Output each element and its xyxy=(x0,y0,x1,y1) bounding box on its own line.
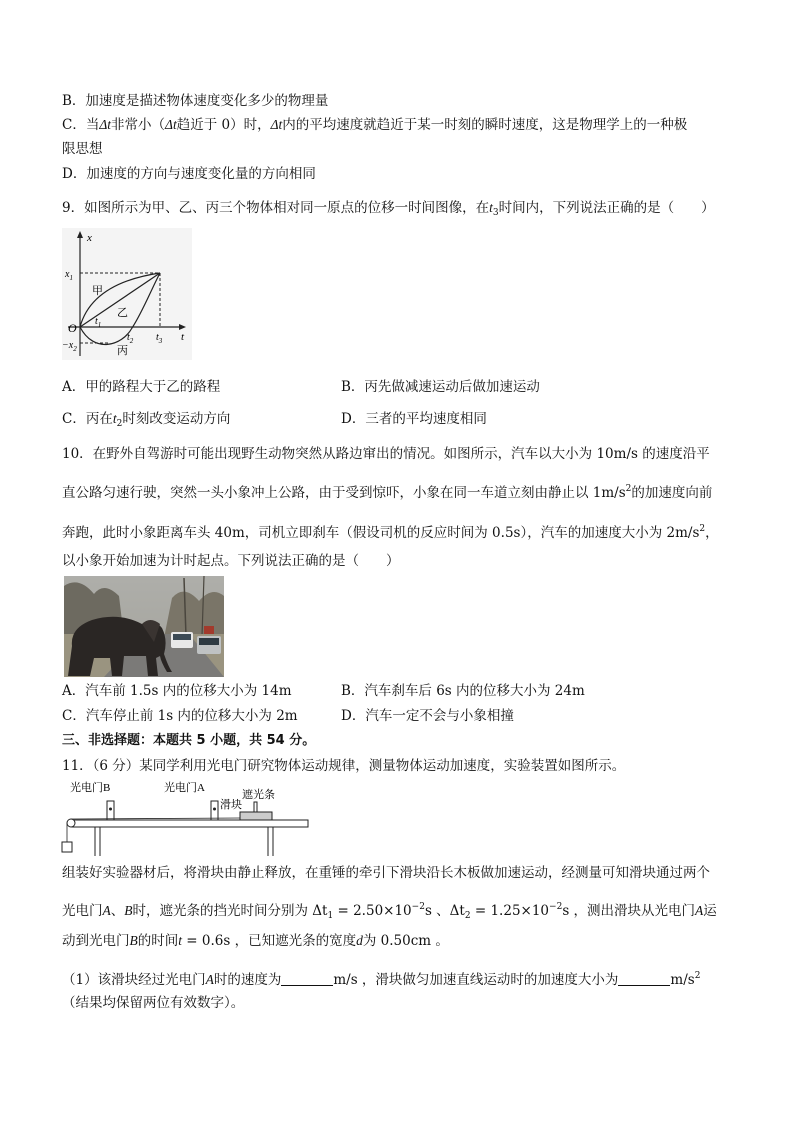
svg-text:光电门B: 光电门B xyxy=(70,782,111,794)
q11-note: （结果均保留两位有效数字）。 xyxy=(62,995,245,1011)
q9-option-b: B．丙先做减速运动后做加速运动 xyxy=(341,379,540,395)
q11-subquestion-1: （1）该滑块经过光电门A时的速度为 m/s ，滑块做匀加速直线运动时的加速度大小为 $m/s^2$ xyxy=(62,971,701,988)
svg-text:t: t xyxy=(181,331,185,343)
q10-option-d: D．汽车一定不会与小象相撞 xyxy=(341,708,514,724)
svg-text:O: O xyxy=(68,321,77,335)
svg-text:−x2: $-x_2$ xyxy=(62,340,77,353)
q8-option-b: B．加速度是描述物体速度变化多少的物理量 xyxy=(62,93,329,109)
q9-option-d: D．三者的平均速度相同 xyxy=(341,411,487,427)
q10-option-c: C．汽车停止前 1s 内的位移大小为 2m xyxy=(62,708,298,724)
svg-text:遮光条: 遮光条 xyxy=(242,789,275,801)
q11-stem: 11．（6 分）某同学利用光电门研究物体运动规律，测量物体运动加速度，实验装置如图所示。 xyxy=(62,758,626,774)
answer-blank-1[interactable] xyxy=(281,973,333,986)
svg-text:乙: 乙 xyxy=(117,307,128,319)
q11-para-line3: 动到光电门B的时间t = 0.6s ，已知遮光条的宽度d为 0.50cm 。 xyxy=(62,933,449,949)
svg-text:t2: $t_2$ xyxy=(127,332,134,345)
q10-stem-line4: 以小象开始加速为计时起点。下列说法正确的是（ ） xyxy=(62,553,400,569)
svg-text:丙: 丙 xyxy=(117,345,128,357)
q10-stem-line1: 10．在野外自驾游时可能出现野生动物突然从路边窜出的情况。如图所示，汽车以大小为 10m/s 的速度沿平 xyxy=(62,446,710,462)
q10-stem-line3: 奔跑，此时小象距离车头 40m，司机立即刹车（假设司机的反应时间为 0.5s），汽车的加速度大小为 $2m/s^2$， xyxy=(62,524,719,541)
q9-option-a: A．甲的路程大于乙的路程 xyxy=(62,379,221,395)
q10-stem-line2: 直公路匀速行驶，突然一头小象冲上公路，由于受到惊吓，小象在同一车道立刻由静止以 $1m/s^2$的加速度向前 xyxy=(62,484,713,501)
svg-text:x: x xyxy=(87,232,92,244)
answer-blank-2[interactable] xyxy=(618,973,670,986)
svg-text:t1: $t_1$ xyxy=(95,316,102,329)
section-heading: 三、非选择题：本题共 5 小题，共 54 分。 xyxy=(62,733,316,748)
elephant-road-photo xyxy=(64,576,224,677)
q10-option-b: B．汽车刹车后 6s 内的位移大小为 24m xyxy=(341,683,585,699)
q9-xt-graph xyxy=(62,228,192,360)
q8-option-c: C．当Δt非常小（Δt趋近于 0）时，Δt内的平均速度就趋近于某一时刻的瞬时速度，这是物理学上的一种极 xyxy=(62,117,688,133)
svg-text:甲: 甲 xyxy=(92,285,103,297)
q10-option-a: A．汽车前 1.5s 内的位移大小为 14m xyxy=(62,683,292,699)
q9-stem: 9．如图所示为甲、乙、丙三个物体相对同一原点的位移一时间图像，在$t_3$时间内，下列说法正确的是（ ） xyxy=(62,200,715,218)
q11-para-line2: 光电门A、B时，遮光条的挡光时间分别为 $\Delta t_1 = 2.50\times 10^{-2}s$ 、$\Delta t_2 = 1.25\times 10^{-2}s$ ，测出滑块从光电门A运 xyxy=(62,902,717,921)
svg-text:x1: $x_1$ xyxy=(65,269,73,282)
svg-text:t3: $t_3$ xyxy=(156,332,163,345)
q11-apparatus-diagram xyxy=(60,776,310,858)
q8-option-d: D．加速度的方向与速度变化量的方向相同 xyxy=(62,166,316,182)
q8-option-c-cont: 限思想 xyxy=(62,141,103,157)
q11-para-line1: 组装好实验器材后，将滑块由静止释放，在重锤的牵引下滑块沿长木板做加速运动，经测量可知滑块通过两个 xyxy=(62,865,710,881)
q9-option-c: C．丙在$t_2$时刻改变运动方向 xyxy=(62,411,231,429)
svg-text:滑块: 滑块 xyxy=(220,799,242,811)
svg-text:光电门A: 光电门A xyxy=(164,782,205,794)
